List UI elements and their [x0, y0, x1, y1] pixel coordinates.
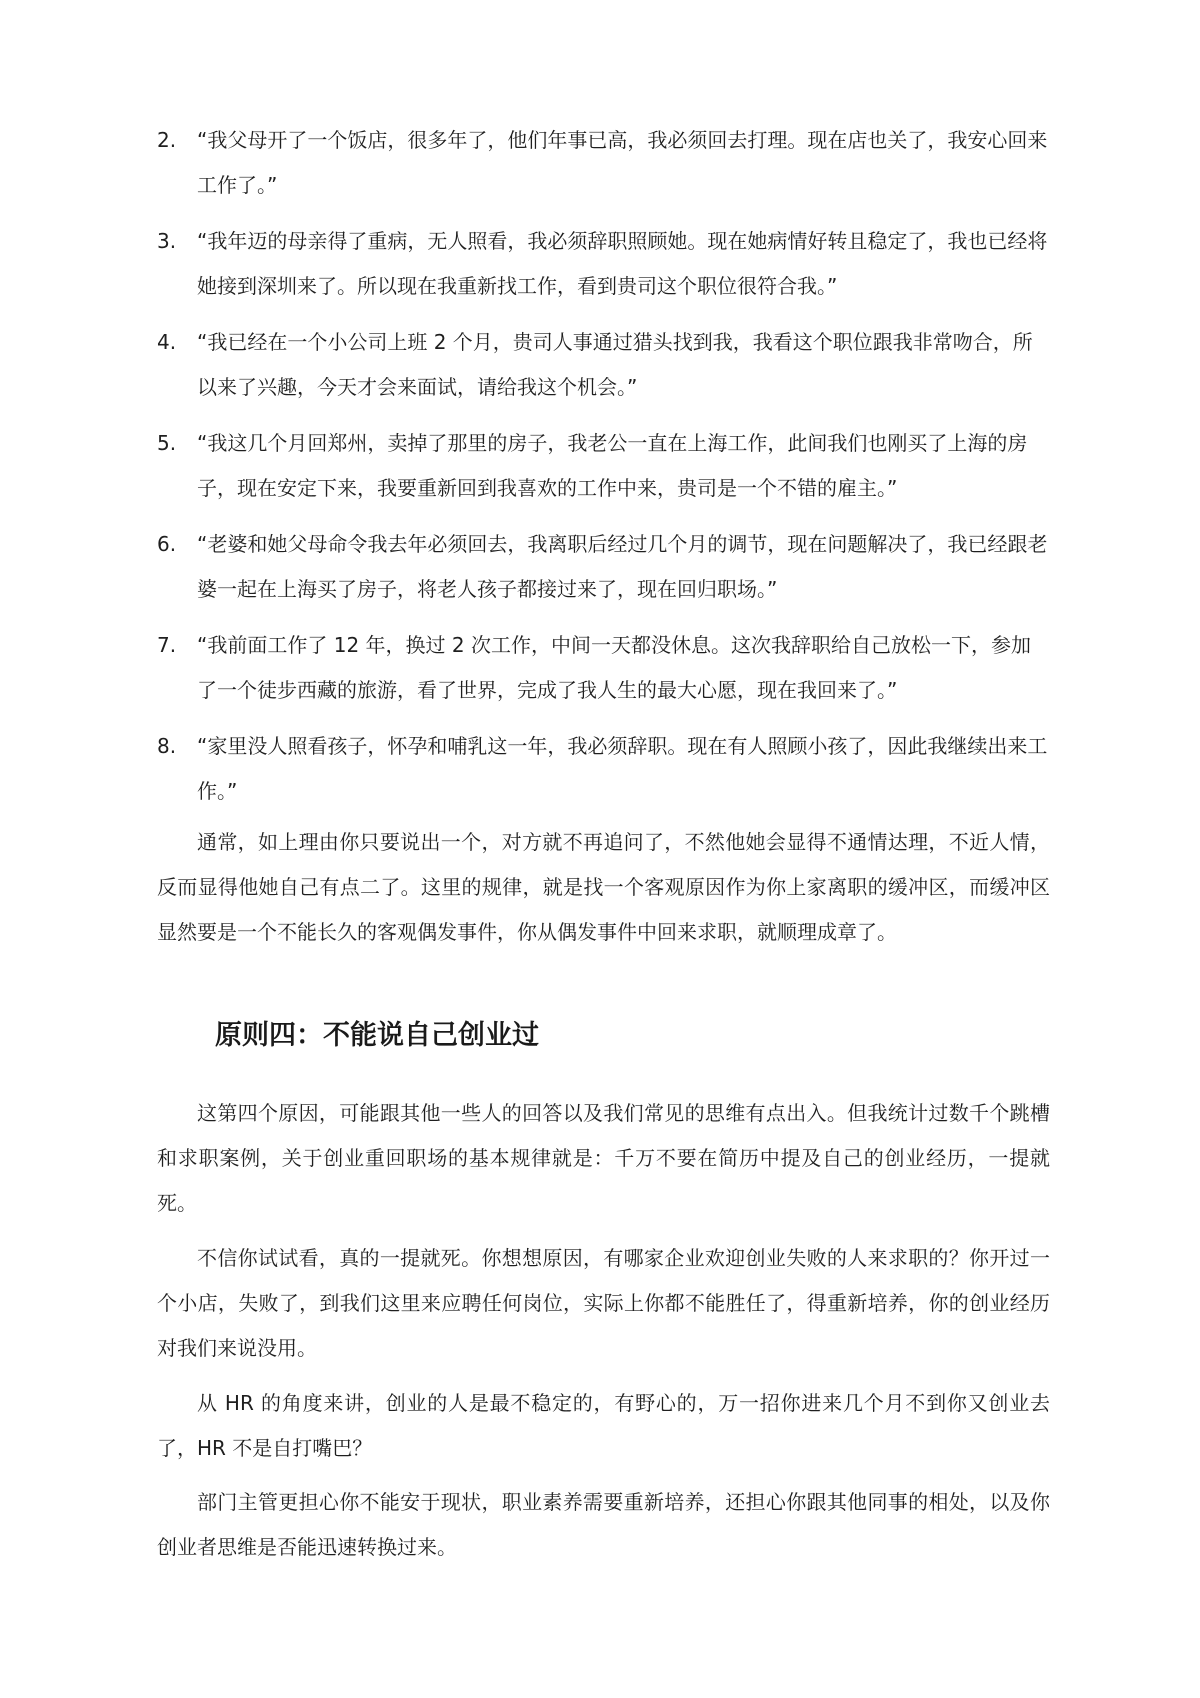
- list-item: [157, 219, 1050, 309]
- section-heading: 原则四：不能说自己创业过: [215, 1020, 539, 1051]
- body-paragraph: 从 HR 的角度来讲，创业的人是最不稳定的，有野心的，万一招你进来几个月不到你又创业去了，HR 不是自打嘴巴？: [157, 1391, 1050, 1460]
- list-item-text: “我前面工作了 12 年，换过 2 次工作，中间一天都没休息。这次我辞职给自己放松一下，参加了一个徒步西藏的旅游，看了世界，完成了我人生的最大心愿，现在我回来了。”: [197, 633, 1031, 702]
- list-item: [157, 724, 1050, 814]
- list-item-number: 3.: [157, 229, 177, 253]
- list-item-text: “我这几个月回郑州，卖掉了那里的房子，我老公一直在上海工作，此间我们也刚买了上海的房子，现在安定下来，我要重新回到我喜欢的工作中来，贵司是一个不错的雇主。”: [197, 431, 1028, 500]
- list-item-number: 8.: [157, 734, 177, 758]
- list-item-text: “家里没人照看孩子，怀孕和哺乳这一年，我必须辞职。现在有人照顾小孩了，因此我继续出来工作。”: [197, 734, 1048, 803]
- list-item-text: “我已经在一个小公司上班 2 个月，贵司人事通过猎头找到我，我看这个职位跟我非常吻合，所以来了兴趣，今天才会来面试，请给我这个机会。”: [197, 330, 1033, 399]
- list-item: [157, 118, 1050, 208]
- list-item-text: “我父母开了一个饭店，很多年了，他们年事已高，我必须回去打理。现在店也关了，我安心回来工作了。”: [197, 128, 1048, 197]
- list-item-text: “我年迈的母亲得了重病，无人照看，我必须辞职照顾她。现在她病情好转且稳定了，我也已经将她接到深圳来了。所以现在我重新找工作，看到贵司这个职位很符合我。”: [197, 229, 1048, 298]
- reason-list: [157, 118, 1050, 825]
- list-item-number: 4.: [157, 330, 177, 354]
- list-item-number: 6.: [157, 532, 177, 556]
- list-item-number: 5.: [157, 431, 177, 455]
- body-paragraph: 不信你试试看，真的一提就死。你想想原因，有哪家企业欢迎创业失败的人来求职的？你开过一个小店，失败了，到我们这里来应聘任何岗位，实际上你都不能胜任了，得重新培养，你的创业经历对我们来说没用。: [157, 1246, 1050, 1360]
- list-item: [157, 623, 1050, 713]
- list-item: [157, 421, 1050, 511]
- list-item: [157, 320, 1050, 410]
- body-paragraph: 这第四个原因，可能跟其他一些人的回答以及我们常见的思维有点出入。但我统计过数千个跳槽和求职案例，关于创业重回职场的基本规律就是：千万不要在简历中提及自己的创业经历，一提就死。: [157, 1101, 1050, 1215]
- body-paragraph: 部门主管更担心你不能安于现状，职业素养需要重新培养，还担心你跟其他同事的相处，以及你创业者思维是否能迅速转换过来。: [157, 1490, 1050, 1559]
- list-item-number: 2.: [157, 128, 177, 152]
- summary-paragraph: 通常，如上理由你只要说出一个，对方就不再追问了，不然他她会显得不通情达理，不近人情，反而显得他她自己有点二了。这里的规律，就是找一个客观原因作为你上家离职的缓冲区，而缓冲区显然要是一个不能长久的客观偶发事件，你从偶发事件中回来求职，就顺理成章了。: [157, 830, 1050, 944]
- list-item-number: 7.: [157, 633, 177, 657]
- list-item: [157, 522, 1050, 612]
- list-item-text: “老婆和她父母命令我去年必须回去，我离职后经过几个月的调节，现在问题解决了，我已经跟老婆一起在上海买了房子，将老人孩子都接过来了，现在回归职场。”: [197, 532, 1048, 601]
